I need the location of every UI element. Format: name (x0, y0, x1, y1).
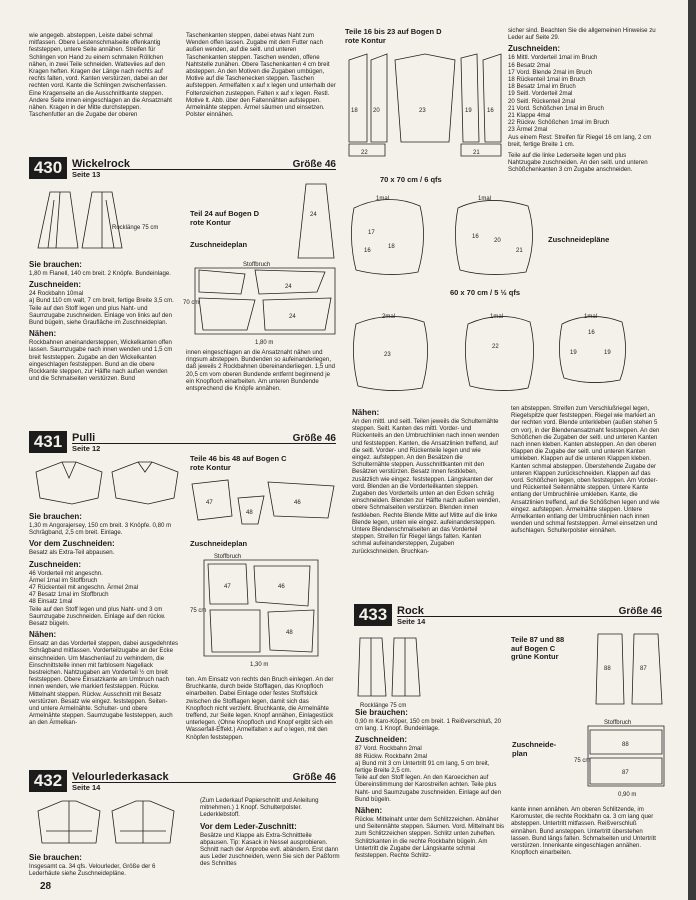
col1-top-text (29, 32, 179, 118)
piece-18-label: 18 (351, 108, 358, 114)
pattern-pieces-431 (188, 478, 338, 528)
section-433-seite: Seite 14 (397, 617, 426, 626)
row1-mal-a: 1mal (376, 196, 390, 202)
section-430-brauchen-text: 1,80 m Flanell, 140 cm breit. 2 Knöpfe. Bundeinlage. (29, 270, 171, 277)
plan-431-piece-b: 46 (278, 584, 285, 590)
section-432-title: Velourlederkasack (72, 771, 169, 783)
leather-row2-label: 60 x 70 cm / 5 ½ qfs (450, 288, 521, 297)
section-431-naehen-heading: Nähen: (29, 630, 57, 640)
plan-431-piece-c: 48 (286, 630, 293, 636)
section-432-naehen-left (352, 405, 502, 555)
section-430-header (29, 157, 336, 179)
section-432-zuschneiden-heading: Zuschneiden: (508, 44, 561, 54)
piece-47-label: 47 (206, 500, 213, 506)
section-433-naehen-text-cont: kante innen annähen. Am oberen Schlitzende, im Karomuster, die rechte Rockbahn ca. 3 cm lang quer absteppen. Untertritt mitfassen. Reißverschluß einnähen. Bund ansteppen. Untertritt überstehen lassen. Bund längs falten. Schmalseiten und Untertritt verstürzen. Innenkante eingeschlagen annähen. Knopfloch einarbeiten. (511, 806, 656, 857)
section-430-plan-title: Zuschneideplan (190, 240, 248, 249)
section-430-text-left (29, 257, 179, 382)
piece-22-label: 22 (361, 150, 368, 156)
section-433-text-right (511, 806, 661, 856)
kasack-432-illustration (32, 797, 182, 849)
piece-46-label: 46 (294, 500, 301, 506)
section-430-number: 430 (29, 157, 67, 179)
skirt-433-illustration (356, 634, 426, 700)
section-431-naehen-text-cont: ten. Am Einsatz von rechts den Bruch einlegen. An der Bruchkante, durch beide Stofflagen, das Knopfloch einarbeiten. Dabei Einlage oder festes Stoffstück zwischen die Stofflagen legen, damit sich das Knopfloch nicht verzieht. Bruchkante, die Armelnähte treffend, zur Seite legen. Knopf annähen, Einlagestück unterlegen. (Ohne Knopfloch und Knopf ergibt sich ein Wasserfall-Effekt.) Armelfalten x auf o legen, mit den Knöpfen feststeppen. (186, 676, 334, 741)
row2-piece-b: 22 (492, 344, 499, 350)
piece-87-label: 87 (640, 666, 647, 672)
section-432-naehen-text-cont: ten absteppen. Streifen zum Verschlußriegel legen, Riegelspitze quer feststeppen. Riegel wie markiert an der rechten vord. Blende unterkleben (außen stehen 5 cm vor), in der Blendenansatznaht feststeppen. An den Schößchen die Zugaben der seitl. und unteren Kanten nach innen kleben. Kanten absteppen. An den oberen Klappen die Zugabe der seitl. und unteren Kanten umkleben. Klappen auf die unteren Klappen kleben. Kanten schmal absteppen. Überstehende Zugabe der unteren Klappen zurückschneiden. Klappen auf das vord. Schößchen legen, oben feststeppen. Am Vorder- und Rückenteil Seitennähte steppen. Untere Kante entlang der Umbruchlinie umkleben. Kante, die Ansatzlinien treffend, auf die Schößchen legen und wie eingez. aufsteppen. Ärmelnähte steppen. Untere Armelkanten entlang der Umbruchlinien nach innen wenden und schmal feststeppen. Ärmel einsetzen und aufschlagen. Schulterpolster einnähen. (511, 405, 660, 535)
cutting-plan-431 (190, 552, 340, 672)
section-432-number: 432 (29, 770, 67, 792)
section-431-brauchen-heading: Sie brauchen: (29, 512, 82, 521)
section-430-naehen-heading: Nähen: (29, 329, 57, 339)
plan-433-piece-b: 87 (622, 770, 629, 776)
plan-431-stoffbruch: Stoffbruch (214, 554, 242, 560)
row2-mal-c: 1mal (584, 314, 598, 320)
section-432-zuschneiden-text: 16 Mittl. Vorderteil 1mal im Bruch 16 Besatz 2mal 17 Vord. Blende 2mal im Bruch 18 Rückenteil 1mal im Bruch 18 Besatz 1mal im Bruch 19 Seitl. Vorderteil 2mal 20 Seitl. Rückenteil 2mal 21 Vord. Schößchen 1mal im Bruch 21 Klappe 4mal 22 Rückw. Schößchen 1mal im Bruch 23 Ärmel 2mal Aus einem Rest: Streifen für Riegel 16 cm lang, 2 cm breit, fertige Breite 1 cm. (508, 54, 652, 148)
plan-433-height: 75 cm (574, 758, 591, 764)
section-430-naehen-text: Rockbahnen aneinandersteppen, Wickelkanten offen lassen. Saumzugabe nach innen wenden und 1,5 cm breit feststeppen. Zugabe an den Wickelkanten eingeschlagen feststeppen. Bund an die obere Rockkante steppen, zur Hälfte nach außen wenden und die Schmalseiten verstürzen. Bund (29, 339, 173, 383)
row1-piece-c: 18 (388, 244, 395, 250)
section-432-teil: Teile 16 bis 23 auf Bogen D rote Kontur (345, 27, 442, 45)
piece-19-label: 19 (465, 108, 472, 114)
section-432-mid-text: (Zum Lederkauf Papierschnitt und Anleitung mitnehmen.) 1 Knopf. Schulterpolster. Lederklebstoff. (200, 797, 319, 819)
section-432-text-mid (200, 797, 340, 868)
col1-top-paragraph: wie angegeb. absteppen, Leiste dabei schmal mitfassen. Obere Leistenschmalseite offenkantig feststeppen, untere Seite annähen. Streifen für Schlingen von Hand zu einem schmalen Röllchen nähen, in zwei Teile schneiden. Watteviies auf den Kragen heften. Kragen der Länge nach rechts auf rechts falten, vord. Kanten verstürzen, dabei an der rechten vord. Kante die Schlingen zwischenfassen. Eine Kragenseite an die Ausschnittkante steppen. Andere Seite innen eingeschlagen an die Ansatznaht nähen. Kragen in der Mitte durchsteppen. Taschenfutter an die Zugabe der oberen (29, 32, 172, 119)
piece-48-label: 48 (246, 510, 253, 516)
row1-piece-d: 16 (472, 234, 479, 240)
section-433-zuschneiden-text: 87 Vord. Rockbahn 2mal 88 Rückw. Rockbahn 2mal a) Bund mit 3 cm Untertritt 91 cm lang, 5 cm breit, fertige Breite 2,5 cm. Teile auf den Stoff legen. An den Karoecichen auf Übereinstimmung der Karostreifen achten. Teile plus Naht- und Saumzugabe zuschneiden. Einlage auf den Bund bügeln. (355, 745, 502, 803)
section-430-zuschneiden-heading: Zuschneiden: (29, 280, 82, 290)
plan-430-stoffbruch: Stoffbruch (243, 262, 271, 268)
row1-piece-b: 16 (364, 248, 371, 254)
piece-16-label: 16 (487, 108, 494, 114)
section-431-vor-heading: Vor dem Zuschneiden: (29, 539, 115, 549)
section-433-plan-title: Zuschneide- plan (512, 740, 557, 758)
section-432-seite: Seite 14 (72, 783, 101, 792)
row2-piece-d: 19 (604, 350, 611, 356)
leather-plans-row1 (348, 188, 548, 278)
plan-431-width: 1,30 m (250, 662, 269, 668)
pulli-431-illustration (32, 458, 182, 508)
plan-430-width: 1,80 m (255, 340, 274, 346)
section-433-brauchen-text: 0,90 m Karo-Köper, 150 cm breit. 1 Reißverschluß, 20 cm lang. 1 Knopf. Bundeinlage. (355, 718, 501, 733)
section-430-teil: Teil 24 auf Bogen D rote Kontur (190, 209, 260, 227)
section-432-text-left (29, 850, 179, 877)
piece-24-top-label: 24 (310, 212, 317, 218)
piece-88-label: 88 (604, 666, 611, 672)
plan-431-piece-a: 47 (224, 584, 231, 590)
cutting-plan-430 (185, 258, 345, 346)
skirt-430-length: Rocklänge 75 cm (112, 225, 159, 231)
section-433-zuschneiden-heading: Zuschneiden: (355, 735, 408, 745)
section-433-brauchen-heading: Sie brauchen: (355, 708, 408, 717)
plan-433-width: 0,90 m (618, 792, 637, 798)
cutting-plan-433 (574, 718, 674, 800)
section-431-brauchen-text: 1,30 m Angorajersey, 150 cm breit. 3 Knöpfe. 0,80 m Schrägband, 2,5 cm breit. Einlage. (29, 522, 172, 537)
col2-top-paragraph: Taschenkanten steppen, dabei etwas Naht zum Wenden offen lassen. Zugabe mit dem Futter nach außen wenden, auf die seitl. und unteren Taschenkanten steppen. Taschen wenden, offene Nahtstelle zunähen. Obere Taschenkanten 4 cm breit absteppen. An den Motiven die Zugaben umbügen, Motive auf die Taschenecken steppen. Taschen aufsteppen. Armelfalten x auf x legen und unterhalb der Foltenzeichen zusteppen. Falten x auf x legen. Restl. Motive lt. Abb. über den Faltennähten aufsteppen. Armelnähte steppen. Ärmel säumen und einsetzen. Polster einnähen. (186, 32, 336, 119)
section-431-title: Pulli (72, 432, 96, 444)
section-430-title: Wickelrock (72, 158, 130, 170)
skirt-430-illustration (32, 190, 132, 252)
leather-row1-label: 70 x 70 cm / 6 qfs (380, 175, 442, 184)
plan-430-height: 70 cm (183, 300, 200, 306)
plan-433-stoffbruch: Stoffbruch (604, 720, 632, 726)
section-432-vor-heading: Vor dem Leder-Zuschnitt: (200, 821, 297, 831)
section-430-seite: Seite 13 (72, 170, 101, 179)
piece-21-label: 21 (473, 150, 480, 156)
section-431-vor-text: Besatz als Extra-Teil abpausen. (29, 549, 115, 557)
col2-top-text (186, 32, 336, 118)
section-431-zuschneiden-heading: Zuschneiden: (29, 559, 82, 569)
page-number: 28 (40, 881, 52, 892)
plan-430-piece-b: 24 (289, 314, 296, 320)
section-431-text-right (186, 676, 336, 741)
section-432-brauchen-heading: Sie brauchen: (29, 853, 82, 862)
section-432-naehen-heading: Nähen: (352, 408, 380, 417)
section-433-teil: Teile 87 und 88 auf Bogen C grüne Kontur (511, 635, 565, 661)
section-433-naehen-heading: Nähen: (355, 806, 383, 816)
section-432-brauchen-text: Insgesamt ca. 34 qfs. Velourleder, Größe der 6 Lederhäute siehe Zuschneidepläne. (29, 863, 156, 878)
section-430-groesse: Größe 46 (292, 159, 336, 170)
section-433-header (354, 604, 662, 626)
plan-430-piece-a: 24 (285, 284, 292, 290)
section-433-naehen-text: Rückw. Mittelnaht unter dem Schlitzzeichen. Abnäher und Seitennähte steppen. Säumen. Vord. Mittelnaht bis zum Schlitzzeichen steppen. Schlitz unten zuheften. Schlitzkanten in die rechte Rockbahn bügeln. Am Untertritt die Zugabe der Längskante schmal feststeppen. Rechte Schlitz- (355, 816, 505, 860)
plan-433-piece-a: 88 (622, 742, 629, 748)
section-432-header (29, 770, 336, 792)
section-432-text-right (508, 27, 658, 174)
piece-20-label: 20 (373, 108, 380, 114)
section-431-naehen-text: Einsatz an das Vorderteil steppen, dabei ausgedehntes Schrägband mitfassen. Vorderteilzugabe an der Ecke einschneiden. Um Maschenlauf zu verhindern, die Einschnittstelle innen mit farblosem Nagellack bestreichen. Nahtzugaben am Vorderteil ½ cm breit feststeppen. Obere Einsatzkante am Umbruch nach innen wenden, wie markiert feststeppen. Rückw. Mittelnaht steppen. Rückw. Ausschnitt mit Besatz verstürzen. Besatz wie eingez. feststeppen. Seiten- und untere Armelnähte. Schulter- und obere Armelnähte steppen. Saumzugabe feststeppen, auch an den Ärmelkan- (29, 640, 179, 727)
section-431-teil: Teile 46 bis 48 auf Bogen C rote Kontur (190, 454, 287, 472)
section-432-groesse: Größe 46 (292, 772, 336, 783)
section-433-text-left (355, 705, 505, 859)
section-430-text-right (186, 349, 336, 392)
row2-mal-a: 2mal (382, 314, 396, 320)
section-433-title: Rock (397, 605, 424, 617)
pattern-piece-24-outline (296, 182, 336, 262)
section-432-naehen-text: An den mittl. und seitl. Teilen jeweils die Schulternähte steppen. Seitl. Kanten des mittl. Vorder- und Rückenteils an den Umbruchlinien nach innen wenden und feststeppen. Kanten, die Ansatzlinien treffend, auf die seitl. Vorder- und Rückenteile legen und wie eingez. aufsteppen. An den Besätzen die Schulternähte steppen. Ausschnittkanten mit den Besätzen verstürzen. Besatz innen festkleben, zusätzlich wie eingez. feststeppen. Längskanten der vord. Blenden an die Vorderteilkanten steppen. Zugaben des Vorderteils unten an den Ecken schräg einschneiden. Blenden zur Hälfte nach außen wenden, obere Schmalseiten verstürzen. Blenden innen festkleben. Rechte Blende Mitte auf Mitte auf die linke Blende legen, unten wie eingez. aufeinandersteppen. Untere Blendenschmalseiten an das Vorderteil steppen. Streifen für Riegel längs falten. Kanten schmal aufeinandersteppen, Zugaben zurückschneiden. Bruchkan- (352, 418, 501, 555)
skirt-433-length: Rocklänge 75 cm (360, 703, 407, 709)
section-432-plan-title: Zuschneidepläne (548, 235, 610, 244)
section-431-zuschneiden-text: 46 Vorderteil mit angeschn. Ärmel 1mal im Stoffbruch 47 Rückenteil mit angeschn. Ärmel 2mal 47 Besatz 1mal im Stoffbruch 48 Einsatz 1mal Teile auf den Stoff legen und plus Naht- und 3 cm Saumzugabe zuschneiden. Einlage auf den rückw. Besatz bügeln. (29, 569, 166, 628)
section-433-groesse: Größe 46 (618, 606, 662, 617)
row2-piece-a: 23 (384, 352, 391, 358)
section-430-brauchen-heading: Sie brauchen: (29, 260, 82, 269)
row2-piece-c: 19 (570, 350, 577, 356)
section-431-text-left (29, 509, 179, 727)
section-431-header (29, 431, 336, 453)
section-431-number: 431 (29, 431, 67, 453)
row1-piece-a: 17 (368, 230, 375, 236)
row1-mal-b: 1mal (478, 196, 492, 202)
row1-piece-f: 21 (516, 248, 523, 254)
piece-23-label: 23 (419, 108, 426, 114)
pattern-pieces-433 (594, 630, 666, 710)
pattern-pieces-432 (345, 50, 505, 160)
plan-431-height: 75 cm (190, 608, 207, 614)
binding-edge (688, 0, 696, 900)
row2-piece-e: 16 (588, 330, 595, 336)
row1-piece-e: 20 (494, 238, 501, 244)
section-432-zuschneiden-text2: Teile auf die linke Lederseite legen und plus Nahtzugabe zuschneiden. An den seitl. und unteren Schößchenkanten 3 cm Zugabe anschneiden. (508, 152, 648, 174)
section-431-seite: Seite 12 (72, 444, 101, 453)
section-431-plan-title: Zuschneideplan (190, 539, 248, 548)
section-432-vor-text: Besätze und Klappe als Extra-Schnittteile abpausen. Tip: Kasack in Nessel ausprobieren. Schnitt nach der Anprobe evtl. abändern. Erst dann aus Leder zuschneiden, wenn Sie sich der Paßform des Schnittes (200, 831, 340, 868)
section-433-number: 433 (354, 604, 392, 626)
section-432-naehen-right (511, 405, 661, 535)
section-431-groesse: Größe 46 (292, 433, 336, 444)
row2-mal-b: 1mal (490, 314, 504, 320)
section-432-right-top-text: sicher sind. Beachten Sie die allgemeinen Hinweise zu Leder auf Seite 29. (508, 27, 656, 42)
section-430-naehen-text-cont: innen eingeschlagen an die Ansatznaht nähen und ringsum absteppen. Bundenden so aufeinanderlegen, daß jeweils 2 Rockbahnen übereinanderliegen. 1,5 und 20,5 cm vom oberen Bundende entfernt beginnend je ein Knopfloch einarbeiten. Am unteren Bundende entsprechend die Knöpfe annähen. (186, 349, 336, 393)
section-430-zuschneiden-text: 24 Rockbahn 10mal a) Bund 110 cm walt, 7 cm breit, fertige Breite 3,5 cm. Teile auf den Stoff legen und plus Naht- und Saumzugabe zuschneiden. Einlage von links auf den Bund bügeln, siehe Graufläche im Zuschneideplan. (29, 290, 174, 327)
leather-plans-row2 (350, 304, 640, 394)
